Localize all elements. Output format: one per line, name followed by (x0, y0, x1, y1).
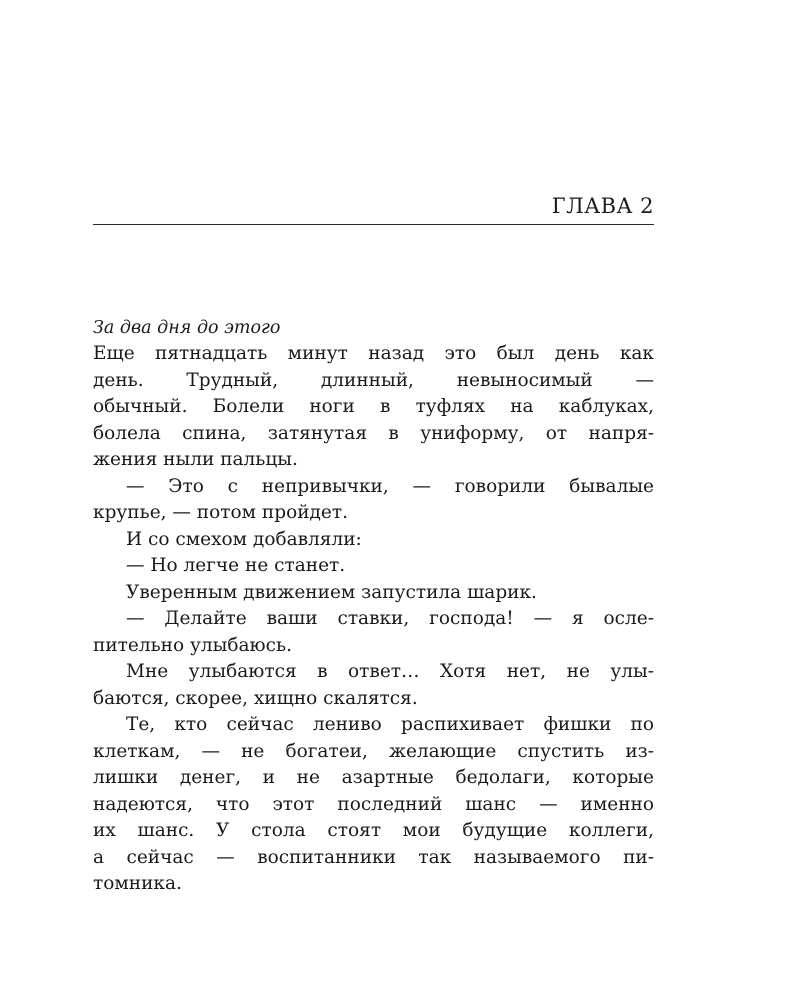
chapter-text (93, 315, 654, 898)
text-line: Те, кто сейчас лениво распихивает фишки по (126, 714, 654, 736)
text-line: — Делайте ваши ставки, господа! — я осле- (126, 608, 654, 630)
text-line: крупье, — потом пройдет. (93, 502, 348, 524)
text-line: день. Трудный, длинный, невыносимый — (93, 369, 654, 391)
section-subheading: За два дня до этого (93, 318, 281, 338)
text-line: их шанс. У стола стоят мои будущие коллеги, (93, 820, 654, 842)
text-line: И со смехом добавляли: (126, 528, 362, 550)
text-line: пительно улыбаюсь. (93, 634, 292, 656)
text-line: Мне улыбаются в ответ… Хотя нет, не улы- (126, 661, 654, 683)
text-line: Уверенным движением запустила шарик. (126, 581, 537, 603)
text-line: жения ныли пальцы. (93, 449, 298, 471)
text-line: обычный. Болели ноги в туфлях на каблуках, (93, 396, 654, 418)
chapter-title: ГЛАВА 2 (551, 194, 654, 218)
text-line: болела спина, затянутая в униформу, от напря- (93, 422, 654, 444)
text-line: Еще пятнадцать минут назад это был день как (93, 343, 654, 365)
chapter-header (93, 190, 654, 225)
text-line: — Но легче не станет. (126, 555, 346, 577)
text-line: надеются, что этот последний шанс — именно (93, 793, 654, 815)
text-line: лишки денег, и не азартные бедолаги, которые (93, 767, 654, 789)
text-line: томника. (93, 873, 182, 895)
text-line: баются, скорее, хищно скалятся. (93, 687, 418, 709)
text-line: клеткам, — не богатеи, желающие спустить из- (93, 740, 654, 762)
paragraph-lines (93, 341, 654, 898)
text-line: а сейчас — воспитанники так называемого пи- (93, 846, 654, 868)
text-line: — Это с непривычки, — говорили бывалые (126, 475, 654, 497)
